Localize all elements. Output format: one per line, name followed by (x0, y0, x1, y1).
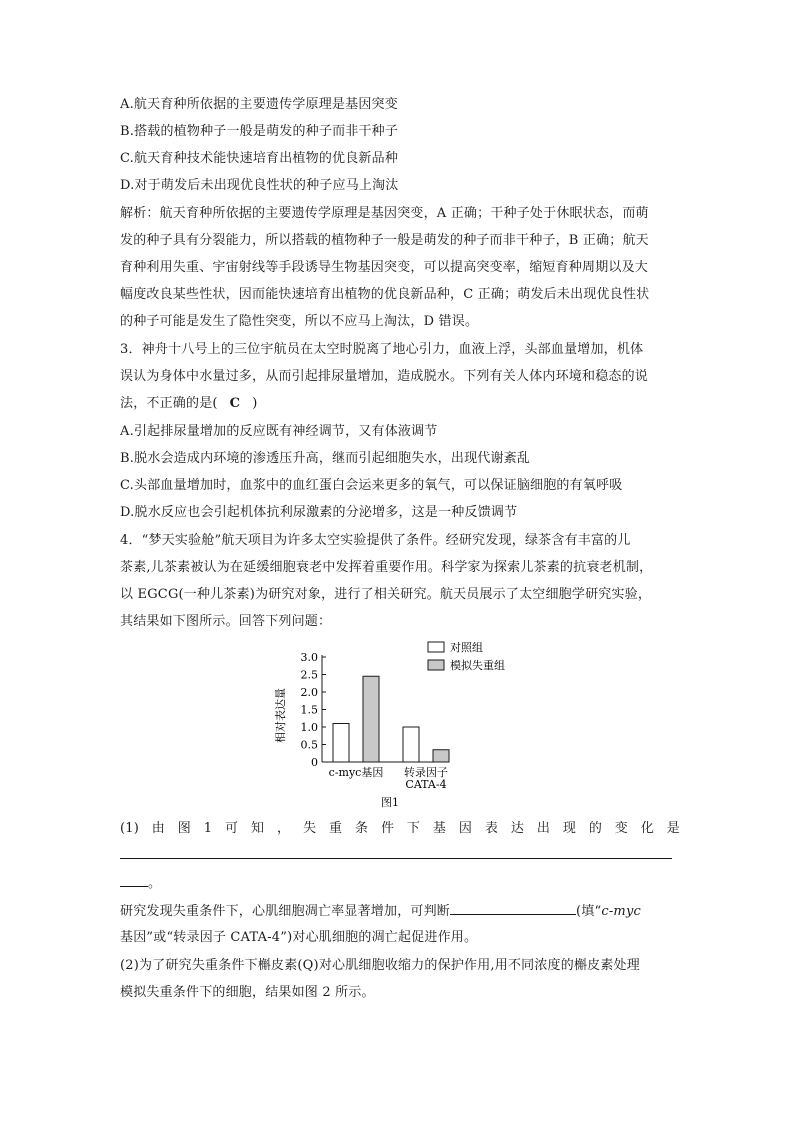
q3-option-c: C.头部血量增加时，血浆中的血红蛋白会运来更多的氧气，可以保证脑细胞的有氧呼吸 (120, 478, 623, 493)
period: 。 (148, 876, 162, 891)
y-tick-label: 0.5 (300, 738, 318, 752)
y-tick-label: 0 (311, 756, 318, 769)
y-tick-label: 3.0 (300, 651, 318, 664)
x-tick-label: CATA-4 (405, 778, 447, 791)
question-4-line: 茶素,儿茶素被认为在延缓细胞衰老中发挥着重要作用。科学家为探索儿茶素的抗衰老机制， (120, 560, 653, 575)
legend-swatch (428, 642, 444, 652)
question-4-line: 其结果如下图所示。回答下列问题： (120, 614, 332, 629)
analysis-line: 解析：航天育种所依据的主要遗传学原理是基因突变，A 正确；干种子处于休眠状态，而萌 (120, 206, 649, 221)
spaced-char: 是 (666, 821, 680, 836)
spaced-char: 现 (562, 821, 577, 836)
judge-line-2: 基因”或“转录因子 CATA-4”)对心肌细胞的凋亡起促进作用。 (120, 930, 478, 945)
legend-label: 对照组 (450, 641, 483, 654)
spaced-char: 变 (614, 821, 628, 836)
paren-close: ) (252, 396, 258, 411)
question-3-line: 3．神舟十八号上的三位宇航员在太空时脱离了地心引力，血液上浮，头部血量增加，机体 (120, 342, 644, 357)
question-3-line (120, 395, 680, 413)
analysis-line: 的种子可能是发生了隐性突变，所以不应马上淘汰，D 错误。 (120, 314, 479, 329)
answer-mark: C (229, 396, 241, 411)
q3-option-b: B.脱水会造成内环境的渗透压升高，继而引起细胞失水，出现代谢紊乱 (120, 451, 531, 466)
bar-weightless (433, 750, 449, 762)
figure-caption: 图1 (381, 796, 399, 809)
bar-chart (270, 632, 530, 812)
option-a: A.航天育种所依据的主要遗传学原理是基因突变 (120, 97, 398, 112)
sub-question-1-line (120, 820, 680, 838)
spaced-char: 可 (225, 821, 239, 836)
spaced-char: (1) (120, 821, 140, 836)
spaced-char: 表 (484, 821, 499, 836)
option-b: B.搭载的植物种子一般是萌发的种子而非干种子 (120, 124, 399, 139)
judge-fill-hint: (填“ (576, 904, 602, 919)
spaced-char: 化 (640, 821, 654, 836)
analysis-line: 发的种子具有分裂能力，所以搭载的植物种子一般是萌发的种子而非干种子，B 正确；航天 (120, 233, 649, 248)
answer-blank-short (120, 874, 148, 887)
option-c: C.航天育种技术能快速培育出植物的优良新品种 (120, 151, 399, 166)
fill-blank (450, 902, 576, 915)
spaced-char: 出 (536, 821, 551, 836)
spaced-char: ， (277, 821, 291, 836)
spaced-char: 图 (177, 821, 191, 836)
spaced-char: 因 (458, 821, 473, 836)
bar-control (403, 727, 419, 762)
legend-swatch (428, 660, 444, 670)
y-axis-label: 相对表达量 (274, 688, 287, 743)
y-tick-label: 2.5 (300, 668, 318, 682)
judge-text: 研究发现失重条件下，心肌细胞凋亡率显著增加，可判断 (120, 904, 451, 919)
answer-blank-line (120, 858, 672, 859)
spaced-char: 基 (432, 821, 447, 836)
x-tick-label: 转录因子 (404, 766, 448, 779)
spaced-char: 知 (251, 821, 265, 836)
figure-1-chart (270, 632, 530, 812)
sub-question-2-line: (2)为了研究失重条件下槲皮素(Q)对心肌细胞收缩力的保护作用,用不同浓度的槲皮素处理 (120, 958, 640, 973)
gene-name: c-myc (601, 904, 641, 919)
spaced-char: 重 (328, 821, 343, 836)
question-3-stem-end: 法，不正确的是( (120, 396, 218, 411)
analysis-line: 幅度改良某些性状，因而能快速培育出植物的优良新品种，C 正确；萌发后未出现优良性状 (120, 287, 650, 302)
question-4-line: 以 EGCG(一种儿茶素)为研究对象，进行了相关研究。航天员展示了太空细胞学研究实验， (120, 587, 652, 602)
y-tick-label: 2.0 (300, 686, 318, 699)
spaced-char: 失 (302, 821, 317, 836)
spaced-char: 1 (203, 821, 213, 836)
q3-option-a: A.引起排尿量增加的反应既有神经调节，又有体液调节 (120, 424, 438, 439)
answer-blank-end (120, 874, 680, 893)
judge-line (120, 902, 680, 921)
spaced-char: 由 (151, 821, 165, 836)
bar-control (333, 724, 349, 763)
question-4-line: 4．“梦天实验舱”航天项目为许多太空实验提供了条件。经研究发现，绿茶含有丰富的儿 (120, 533, 631, 548)
x-tick-label: c-myc基因 (328, 766, 384, 779)
q3-option-d: D.脱水反应也会引起机体抗利尿激素的分泌增多，这是一种反馈调节 (120, 505, 518, 520)
spaced-char: 的 (588, 821, 603, 836)
legend-label: 模拟失重组 (450, 659, 505, 672)
sub-question-2-line: 模拟失重条件下的细胞，结果如图 2 所示。 (120, 985, 375, 1000)
y-tick-label: 1.5 (300, 703, 318, 717)
bar-weightless (363, 676, 379, 762)
spaced-char: 达 (510, 821, 525, 836)
analysis-line: 育种利用失重、宇宙射线等手段诱导生物基因突变，可以提高突变率，缩短育种周期以及大 (120, 260, 649, 275)
question-3-line: 误认为身体中水量过多，从而引起排尿量增加，造成脱水。下列有关人体内环境和稳态的说 (120, 369, 649, 384)
spaced-char: 下 (406, 821, 421, 836)
spaced-char: 件 (380, 821, 395, 836)
option-d: D.对于萌发后未出现优良性状的种子应马上淘汰 (120, 178, 399, 193)
y-tick-label: 1.0 (300, 721, 318, 734)
spaced-char: 条 (354, 821, 369, 836)
